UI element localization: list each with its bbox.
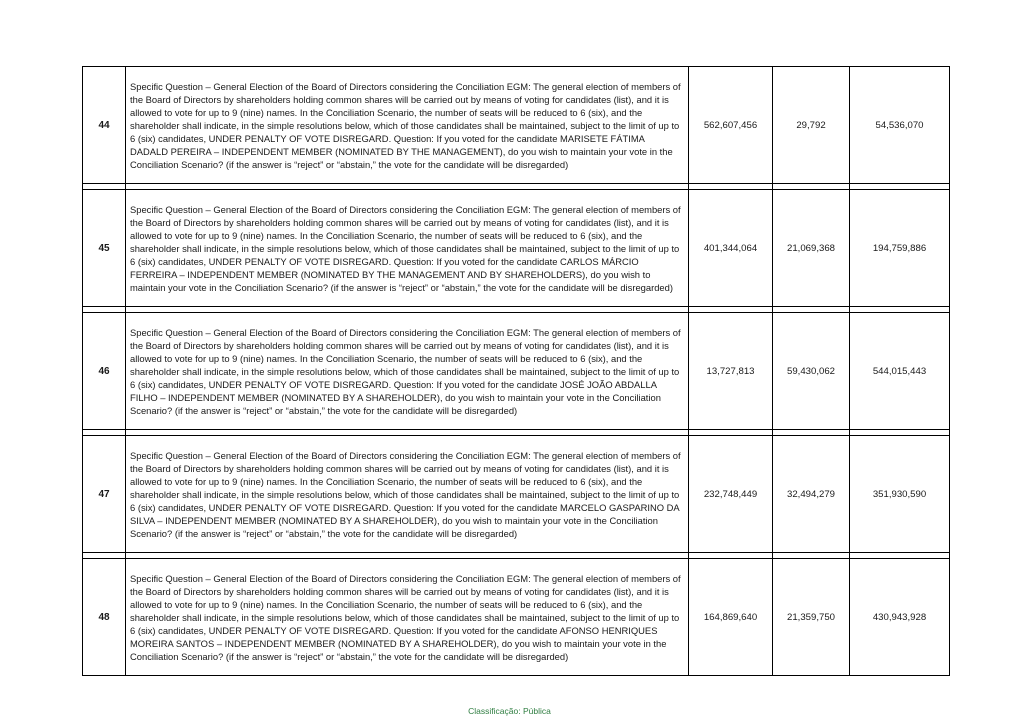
table-row: [83, 313, 950, 430]
question-text: Specific Question – General Election of the Board of Directors considering the Conciliation EGM: The general election of members of the Board of Directors by shareholders holding common shares will be carried out by means of voting for candidates (list), and it is allowed to vote for up to 9 (nine) names. In the Conciliation Scenario, the number of seats will be reduced to 6 (six), and the shareholder shall indicate, in the simple resolutions below, which of those candidates shall be maintained, subject to the limit of up to 6 (six) candidates, UNDER PENALTY OF VOTE DISREGARD. Question: If you voted for the candidate AFONSO HENRIQUES MOREIRA SANTOS – INDEPENDENT MEMBER (NOMINATED BY A SHAREHOLDER), do you wish to maintain your vote in the Conciliation Scenario? (if the answer is “reject” or “abstain,” the vote for the candidate will be disregarded): [126, 559, 689, 676]
question-text: Specific Question – General Election of the Board of Directors considering the Conciliation EGM: The general election of members of the Board of Directors by shareholders holding common shares will be carried out by means of voting for candidates (list), and it is allowed to vote for up to 9 (nine) names. In the Conciliation Scenario, the number of seats will be reduced to 6 (six), and the shareholder shall indicate, in the simple resolutions below, which of those candidates shall be maintained, subject to the limit of up to 6 (six) candidates, UNDER PENALTY OF VOTE DISREGARD. Question: If you voted for the candidate JOSÉ JOÃO ABDALLA FILHO – INDEPENDENT MEMBER (NOMINATED BY A SHAREHOLDER), do you wish to maintain your vote in the Conciliation Scenario? (if the answer is “reject” or “abstain,” the vote for the candidate will be disregarded): [126, 313, 689, 430]
votes-for-value: 232,748,449: [689, 436, 773, 553]
question-text: Specific Question – General Election of the Board of Directors considering the Conciliation EGM: The general election of members of the Board of Directors by shareholders holding common shares will be carried out by means of voting for candidates (list), and it is allowed to vote for up to 9 (nine) names. In the Conciliation Scenario, the number of seats will be reduced to 6 (six), and the shareholder shall indicate, in the simple resolutions below, which of those candidates shall be maintained, subject to the limit of up to 6 (six) candidates, UNDER PENALTY OF VOTE DISREGARD. Question: If you voted for the candidate MARISETE FÁTIMA DADALD PEREIRA – INDEPENDENT MEMBER (NOMINATED BY THE MANAGEMENT), do you wish to maintain your vote in the Conciliation Scenario? (if the answer is “reject” or “abstain,” the vote for the candidate will be disregarded): [126, 67, 689, 184]
votes-abstain-value: 544,015,443: [850, 313, 950, 430]
classification-footer: Classificação: Pública: [468, 706, 551, 716]
table-row: [83, 436, 950, 553]
votes-abstain-value: 54,536,070: [850, 67, 950, 184]
row-number: 48: [83, 559, 126, 676]
resolutions-table: [82, 66, 950, 676]
votes-against-value: 59,430,062: [773, 313, 850, 430]
question-text: Specific Question – General Election of the Board of Directors considering the Conciliation EGM: The general election of members of the Board of Directors by shareholders holding common shares will be carried out by means of voting for candidates (list), and it is allowed to vote for up to 9 (nine) names. In the Conciliation Scenario, the number of seats will be reduced to 6 (six), and the shareholder shall indicate, in the simple resolutions below, which of those candidates shall be maintained, subject to the limit of up to 6 (six) candidates, UNDER PENALTY OF VOTE DISREGARD. Question: If you voted for the candidate MARCELO GASPARINO DA SILVA – INDEPENDENT MEMBER (NOMINATED BY A SHAREHOLDER), do you wish to maintain your vote in the Conciliation Scenario? (if the answer is “reject” or “abstain,” the vote for the candidate will be disregarded): [126, 436, 689, 553]
votes-for-value: 164,869,640: [689, 559, 773, 676]
row-number: 44: [83, 67, 126, 184]
votes-for-value: 562,607,456: [689, 67, 773, 184]
votes-against-value: 21,359,750: [773, 559, 850, 676]
table-row: [83, 67, 950, 184]
row-number: 46: [83, 313, 126, 430]
votes-for-value: 401,344,064: [689, 190, 773, 307]
question-text: Specific Question – General Election of the Board of Directors considering the Conciliation EGM: The general election of members of the Board of Directors by shareholders holding common shares will be carried out by means of voting for candidates (list), and it is allowed to vote for up to 9 (nine) names. In the Conciliation Scenario, the number of seats will be reduced to 6 (six), and the shareholder shall indicate, in the simple resolutions below, which of those candidates shall be maintained, subject to the limit of up to 6 (six) candidates, UNDER PENALTY OF VOTE DISREGARD. Question: If you voted for the candidate CARLOS MÁRCIO FERREIRA – INDEPENDENT MEMBER (NOMINATED BY THE MANAGEMENT AND BY SHAREHOLDERS), do you wish to maintain your vote in the Conciliation Scenario? (if the answer is “reject” or “abstain,” the vote for the candidate will be disregarded): [126, 190, 689, 307]
votes-against-value: 21,069,368: [773, 190, 850, 307]
votes-abstain-value: 351,930,590: [850, 436, 950, 553]
votes-abstain-value: 194,759,886: [850, 190, 950, 307]
votes-for-value: 13,727,813: [689, 313, 773, 430]
row-number: 47: [83, 436, 126, 553]
votes-abstain-value: 430,943,928: [850, 559, 950, 676]
votes-against-value: 32,494,279: [773, 436, 850, 553]
votes-against-value: 29,792: [773, 67, 850, 184]
table-row: [83, 559, 950, 676]
row-number: 45: [83, 190, 126, 307]
table-row: [83, 190, 950, 307]
